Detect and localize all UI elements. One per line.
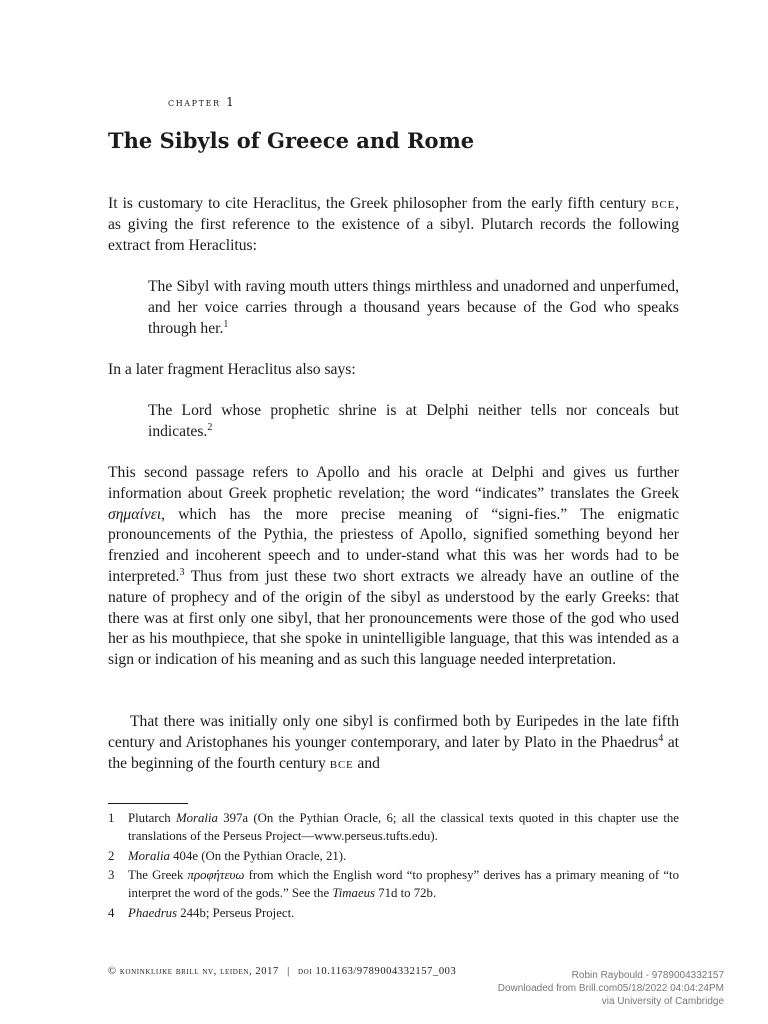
paragraph-one-sibyl-text-b: at the beginning of the fourth century	[108, 733, 679, 772]
era-abbrev: bce	[651, 195, 676, 212]
paragraph-second-passage-text-b: , which has the more precise meaning of “signi-fies.” The enigmatic pronouncements of the Pythia, the priestess of Apollo, signified something beyond her frenzied and incoherent speech and to under-stand what this was her words had to be interpreted.	[108, 505, 679, 585]
footnote-ref-4[interactable]: 4	[658, 732, 664, 744]
paragraph-second-passage	[108, 463, 679, 671]
footnote-divider	[108, 803, 188, 804]
footnote-italic: Moralia	[175, 811, 218, 825]
footnote-number: 4	[108, 905, 115, 920]
footnote-text-part: The Greek	[128, 868, 188, 883]
footnote-text-part: from which the English word “to prophesy” derives has a primary meaning of “to interpret the word of the gods.” See the	[128, 868, 679, 901]
paragraph-second-passage-text-a: This second passage refers to Apollo and his oracle at Delphi and gives us further information about Greek prophetic revelation; the word “indicates” translates the Greek	[108, 464, 679, 502]
paragraph-intro	[108, 194, 679, 256]
copyright-footer	[108, 966, 456, 977]
era-abbrev: bce	[329, 754, 354, 772]
footnote-number: 2	[108, 848, 115, 863]
footnote-ref-2[interactable]: 2	[207, 421, 213, 433]
footnote	[108, 810, 679, 846]
publisher: koninklijke brill nv, leiden, 2017	[119, 966, 279, 977]
footnote-text	[128, 848, 679, 866]
footnote-italic: Phaedrus	[128, 905, 178, 920]
block-quote-2-text: The Lord whose prophetic shrine is at Delphi neither tells nor conceals but indicates.	[148, 402, 679, 440]
copyright-symbol: ©	[108, 966, 117, 977]
footnote-text-part: 404e (On the Pythian Oracle, 21).	[169, 848, 347, 863]
paragraph-later-fragment: In a later fragment Heraclitus also says:	[108, 361, 356, 378]
footnote-text-part: Plutarch	[128, 811, 176, 825]
footnotes	[108, 810, 679, 925]
footnote-greek-word: προφήτευω	[187, 868, 245, 883]
chapter-label: chapter 1	[168, 95, 236, 109]
greek-word: σημαίνει	[108, 505, 162, 523]
paragraph-second-passage-text-c: Thus from just these two short extracts we already have an outline of the nature of prophecy and of the origin of the sibyl as understood by the early Greeks: that there was at first only one sibyl, that her pronouncements were those of the god who used her as his mouthpiece, that she spoke in unintelligible language, that this was intended as a sign or indication of his meaning and as such this language needed interpretation.	[108, 567, 679, 669]
footnote-text-part: 244b; Perseus Project.	[177, 905, 295, 920]
block-quote-2	[148, 401, 679, 443]
footnote-number: 3	[108, 868, 115, 883]
footnote-text	[128, 867, 679, 903]
paragraph-one-sibyl-text-a: That there was initially only one sibyl is confirmed both by Euripedes in the late fifth century and Aristophanes his younger contemporary, and later by Plato in the Phaedrus	[108, 713, 679, 751]
doi-link[interactable]: doi 10.1163/9789004332157_003	[298, 966, 457, 977]
footnote-text	[128, 810, 679, 846]
chapter-title: The Sibyls of Greece and Rome	[108, 128, 475, 153]
footnote-text	[128, 905, 679, 923]
footnote-ref-3[interactable]: 3	[179, 566, 185, 578]
footer-separator: |	[287, 966, 290, 977]
footnote-text-part: 71d to 72b.	[375, 886, 437, 901]
block-quote-1-text: The Sibyl with raving mouth utters things mirthless and unadorned and unperfumed, and her voice carries through a thousand years because of the God who speaks through her.	[148, 278, 679, 337]
footnote	[108, 867, 679, 903]
download-stamp-line: Robin Raybould - 9789004332157	[571, 970, 724, 981]
download-stamp	[498, 969, 724, 1009]
footnote-ref-1[interactable]: 1	[223, 318, 229, 330]
footnote	[108, 848, 679, 866]
footnote-italic: Moralia	[128, 848, 170, 863]
paragraph-intro-text-b: , as giving the first reference to the existence of a sibyl. Plutarch records the following extract from Heraclitus:	[108, 195, 679, 254]
footnote-number: 1	[108, 811, 115, 825]
footnote-text-part: 397a (On the Pythian Oracle, 6; all the classical texts quoted in this chapter use the translations of the Perseus Project—www.perseus.tufts.edu).	[128, 811, 679, 843]
block-quote-1	[148, 277, 679, 339]
download-stamp-line: Downloaded from Brill.com05/18/2022 04:04:24PM	[497, 983, 724, 995]
paragraph-one-sibyl	[108, 712, 679, 774]
footnote	[108, 905, 679, 923]
paragraph-intro-text-a: It is customary to cite Heraclitus, the Greek philosopher from the early fifth century	[108, 195, 652, 212]
footnote-italic: Timaeus	[332, 886, 376, 901]
download-stamp-line: via University of Cambridge	[601, 996, 724, 1008]
paragraph-one-sibyl-text-c: and	[353, 754, 380, 772]
